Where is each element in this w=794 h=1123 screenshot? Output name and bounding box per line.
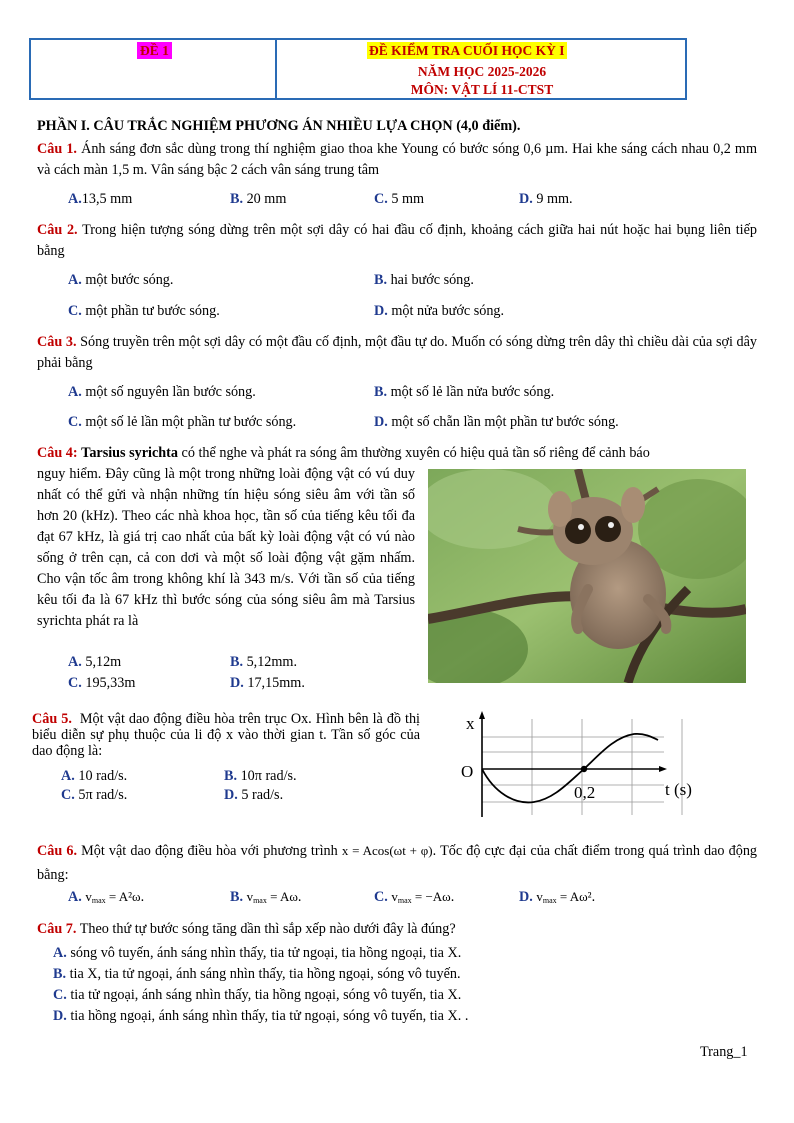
x-t-curve [482,734,658,803]
q4-option-a[interactable]: A. 5,12m [68,654,122,670]
question-6 [37,839,757,887]
question-number: Câu 5. [32,711,72,727]
subject-title: MÔN: VẬT LÍ 11-CTST [410,82,554,97]
q2-option-c[interactable]: C. một phần tư bước sóng. [68,303,220,319]
x-axis-label: t (s) [665,780,692,799]
q3-option-d[interactable]: D. một số chẵn lần một phần tư bước sóng. [374,414,619,430]
question-number: Câu 6. [37,843,77,859]
q7-option-b[interactable]: B. tia X, tia tử ngoại, ánh sáng nhìn thấy, tia hồng ngoại, sóng vô tuyến. [53,966,461,982]
q5-option-b[interactable]: B. 10π rad/s. [224,768,297,784]
q6-option-a[interactable]: A. $v_{max} = A^2\omega$. [68,889,145,905]
oscillation-graph [434,707,704,819]
question-number: Câu 1. [37,141,77,157]
exam-title: ĐỀ KIỂM TRA CUỐI HỌC KỲ I [369,43,565,58]
question-text: Ánh sáng đơn sắc dùng trong thí nghiệm giao thoa khe Young có bước sóng 0,6 µm. Hai khe sáng cách nhau 0,2 mm và cách màn 1,5 m. Vân sáng bậc 2 cách vân sáng trung tâm [37,141,757,178]
question-4-body: nguy hiểm. Đây cũng là một trong những loài động vật có vú duy nhất có thể gửi và nhận những tín hiệu sóng siêu âm với tần số hơn 20 (kHz). Theo các nhà khoa học, tần số của tiếng kêu tối đa đạt 67 kHz, là giá trị cao nhất của bất kỳ loài động vật có vú nào sống ở trên cạn, cả con dơi và một số loài động vật gặm nhấm. Cho vận tốc âm trong không khí là 343 m/s. Với tần số của tiếng kêu tối đa là 67 kHz thì bước sóng của sóng siêu âm mà Tarsius syrichta phát ra là [37,466,415,629]
t-axis-arrow [659,766,667,772]
q1-option-b[interactable]: B. 20 mm [230,191,287,207]
q2-option-d[interactable]: D. một nửa bước sóng. [374,303,505,319]
section-title: PHẦN I. CÂU TRẮC NGHIỆM PHƯƠNG ÁN NHIỀU LỰA CHỌN (4,0 điểm). [37,118,521,134]
q3-option-a[interactable]: A. một số nguyên lần bước sóng. [68,384,256,400]
question-4-first-line [37,443,757,464]
q7-option-a[interactable]: A. sóng vô tuyến, ánh sáng nhìn thấy, tia tử ngoại, tia hồng ngoại, tia X. [53,945,462,961]
q5-option-a[interactable]: A. 10 rad/s. [61,768,128,784]
tick-label: 0,2 [574,783,596,802]
q3-option-c[interactable]: C. một số lẻ lần một phần tư bước sóng. [68,414,297,430]
question-number: Câu 2. [37,222,78,238]
school-year: NĂM HỌC 2025-2026 [417,64,547,79]
question-text-2: . Tốc độ cực đại của chất điểm trong quá trình dao động bằng: [37,843,758,883]
q6-option-d[interactable]: D. $v_{max} = A\omega^2$. [519,889,596,905]
question-number: Câu 3. [37,334,77,350]
q4-option-d[interactable]: D. 17,15mm. [230,675,305,691]
exam-header-box [29,38,687,100]
q5-option-c[interactable]: C. 5π rad/s. [61,787,128,803]
equation: x = Acos(ωt + φ) [341,843,433,858]
curve-marker [581,766,587,772]
tarsier-photo [428,469,746,683]
q5-option-d[interactable]: D. 5 rad/s. [224,787,284,803]
q6-option-b[interactable]: B. $v_{max} = A\omega$. [230,889,302,905]
question-text: Sóng truyền trên một sợi dây có một đầu cố định, một đầu tự do. Muốn có sóng dừng trên dây thì chiều dài của sợi dây phải bằng [37,334,758,371]
q6-option-c[interactable]: C. $v_{max} = -A\omega$. [374,889,455,905]
question-7 [37,919,456,940]
question-3 [37,332,757,374]
species-name: Tarsius syrichta [81,445,178,461]
q7-option-c[interactable]: C. tia tử ngoại, ánh sáng nhìn thấy, tia hồng ngoại, sóng vô tuyến, tia X. [53,987,462,1003]
page-number: Trang_1 [700,1044,748,1060]
y-axis-label: x [466,714,475,733]
y-axis-arrow [479,711,485,719]
question-2 [37,220,757,262]
q1-option-c[interactable]: C. 5 mm [374,191,425,207]
question-number: Câu 4: [37,445,78,461]
q4-option-c[interactable]: C. 195,33m [68,675,136,691]
q2-option-a[interactable]: A. một bước sóng. [68,272,174,288]
q1-option-a[interactable]: A.13,5 mm [68,191,133,207]
question-text: Trong hiện tượng sóng dừng trên một sợi dây có hai đầu cố định, khoảng cách giữa hai nút hoặc hai bụng liên tiếp bằng [37,222,757,259]
question-text: Một vật dao động điều hòa với phương trình [81,843,342,859]
q4-option-b[interactable]: B. 5,12mm. [230,654,298,670]
question-text: Theo thứ tự bước sóng tăng dần thì sắp xếp nào dưới đây là đúng? [79,921,456,937]
question-1 [37,139,757,181]
question-number: Câu 7. [37,921,77,937]
q1-option-d[interactable]: D. 9 mm. [519,191,573,207]
question-text: có thể nghe và phát ra sóng âm thường xuyên có hiệu quả tần số riêng để cảnh báo [178,445,650,461]
q2-option-b[interactable]: B. hai bước sóng. [374,272,474,288]
question-5 [32,711,420,759]
origin-label: O [461,762,474,781]
question-text: Một vật dao động điều hòa trên trục Ox. Hình bên là đồ thị biểu diễn sự phụ thuộc của li độ x vào thời gian t. Tần số góc của dao động là: [32,711,420,759]
exam-code-label: ĐỀ 1 [137,42,172,59]
q3-option-b[interactable]: B. một số lẻ lần nửa bước sóng. [374,384,555,400]
q7-option-d[interactable]: D. tia hồng ngoại, ánh sáng nhìn thấy, tia tử ngoại, sóng vô tuyến, tia X. . [53,1008,469,1024]
